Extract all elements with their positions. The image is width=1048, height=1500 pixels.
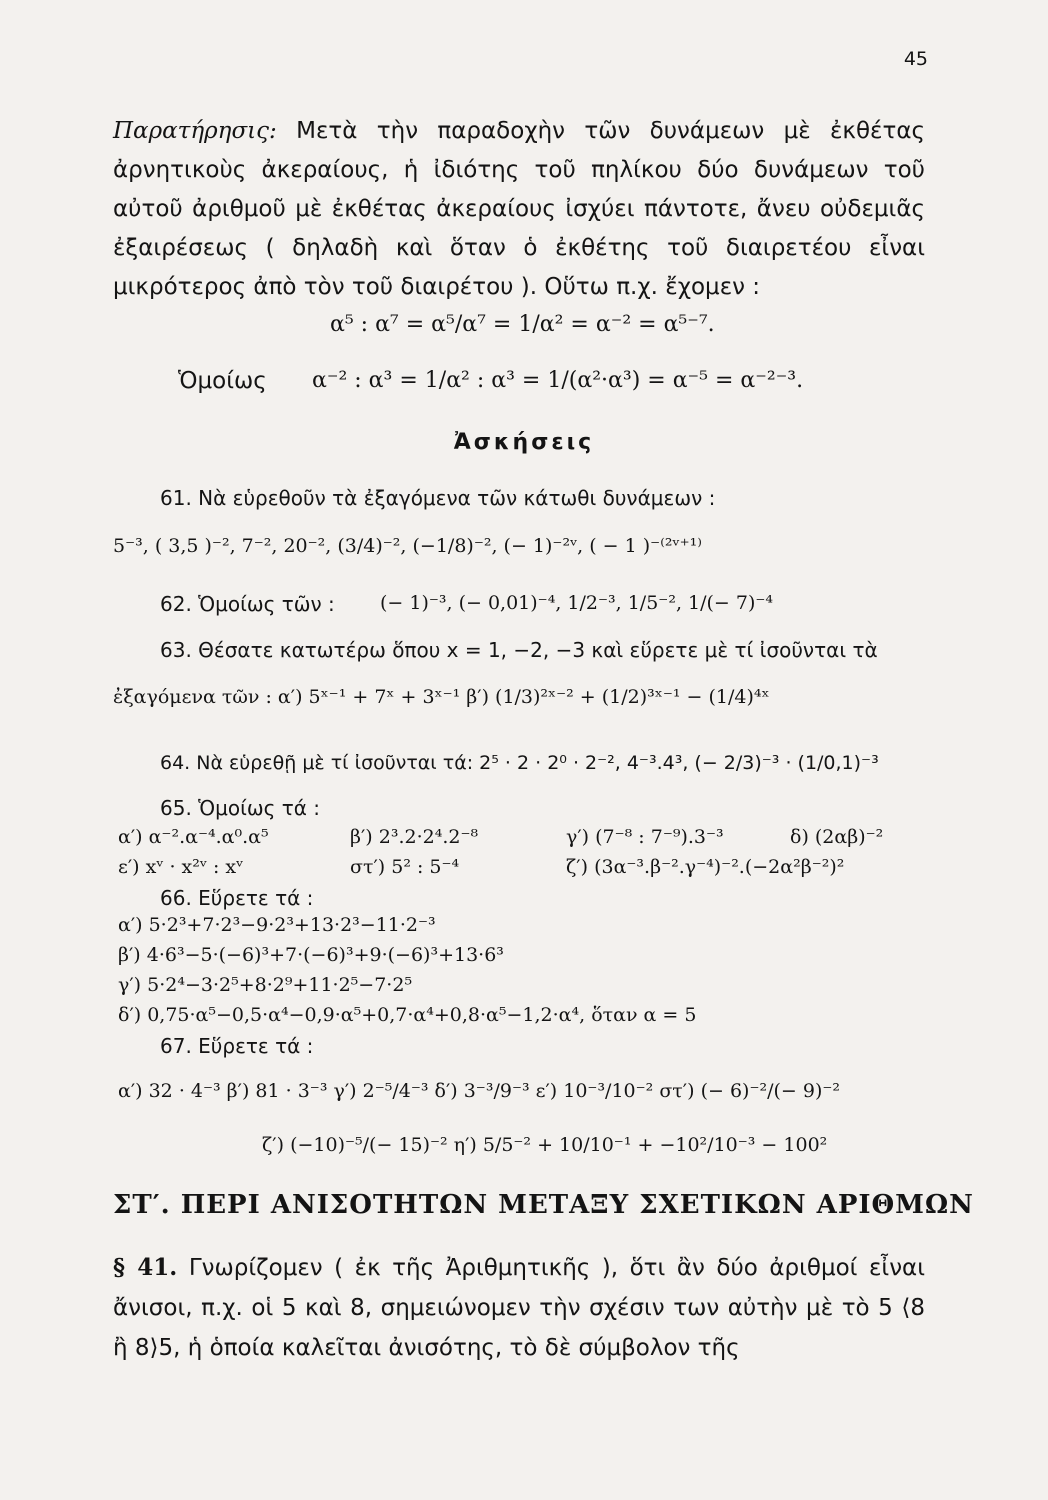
exercise-65-e: ε′) xᵛ · x²ᵛ : xᵛ [118,856,244,878]
exercise-62-expr: (− 1)⁻³, (− 0,01)⁻⁴, 1/2⁻³, 1/5⁻², 1/(− 7)⁻⁴ [380,592,774,614]
remark-paragraph [113,112,925,307]
formula-2-label: Ὁμοίως [178,368,267,394]
remark-text: Μετὰ τὴν παραδοχὴν τῶν δυνάμεων μὲ ἐκθέτας ἀρνητικοὺς ἀκεραίους, ἡ ἰδιότης τοῦ πηλίκου δύο δυνάμεων τοῦ αὐτοῦ ἀριθμοῦ μὲ ἐκθέτας ἀκεραίους ἰσχύει πάντοτε, ἄνευ οὐδεμιᾶς ἐξαιρέσεως ( δηλαδὴ καὶ ὅταν ὁ ἐκθέτης τοῦ διαιρετέου εἶναι μικρότερος ἀπὸ τὸν τοῦ διαιρέτου ). Οὕτω π.χ. ἔχομεν : [113,118,925,300]
section-heading: ΣΤ′. ΠΕΡΙ ΑΝΙΣΟΤΗΤΩΝ ΜΕΤΑΞΥ ΣΧΕΤΙΚΩΝ ΑΡΙΘΜΩΝ [113,1190,974,1220]
formula-2: α⁻² : α³ = 1/α² : α³ = 1/(α²·α³) = α⁻⁵ = α⁻²⁻³. [312,368,804,393]
exercise-61-expr: 5⁻³, ( 3,5 )⁻², 7⁻², 20⁻², (3/4)⁻², (−1/8)⁻², (− 1)⁻²ᵛ, ( − 1 )⁻⁽²ᵛ⁺¹⁾ [113,535,702,557]
exercise-63-text: 63. Θέσατε κατωτέρω ὅπου x = 1, −2, −3 καὶ εὕρετε μὲ τί ἰσοῦνται τὰ [160,638,878,662]
exercise-66-title: 66. Εὕρετε τά : [160,886,314,910]
exercise-67-line-2: ζ′) (−10)⁻⁵/(− 15)⁻² η′) 5/5⁻² + 10/10⁻¹ + −10²/10⁻³ − 100² [262,1134,828,1156]
exercise-66-d: δ′) 0,75·α⁵−0,5·α⁴−0,9·α⁵+0,7·α⁴+0,8·α⁵−1,2·α⁴, ὅταν α = 5 [118,1004,697,1026]
exercises-heading: Ἀσκήσεις [453,430,595,455]
exercise-65-b: β′) 2³.2·2⁴.2⁻⁸ [350,826,479,848]
section-paragraph [113,1248,925,1368]
section-text: Γνωρίζομεν ( ἐκ τῆς Ἀριθμητικῆς ), ὅτι ἂν δύο ἀριθμοί εἶναι ἄνισοι, π.χ. οἱ 5 καὶ 8, σημειώνομεν τὴν σχέσιν των αὐτὴν μὲ τὸ 5 ⟨8 ἢ 8⟩5, ἡ ὁποία καλεῖται ἀνισότης, τὸ δὲ σύμβολον τῆς [113,1255,925,1361]
exercise-65-st: στ′) 5² : 5⁻⁴ [350,856,460,878]
exercise-65-title: 65. Ὁμοίως τά : [160,796,321,820]
formula-1: α⁵ : α⁷ = α⁵/α⁷ = 1/α² = α⁻² = α⁵⁻⁷. [330,312,715,337]
exercise-67-title: 67. Εὕρετε τά : [160,1034,314,1058]
exercise-61-text: 61. Νὰ εὑρεθοῦν τὰ ἐξαγόμενα τῶν κάτωθι δυνάμεων : [160,486,716,510]
exercise-63-expr: ἐξαγόμενα τῶν : α′) 5ˣ⁻¹ + 7ˣ + 3ˣ⁻¹ β′) (1/3)²ˣ⁻² + (1/2)³ˣ⁻¹ − (1/4)⁴ˣ [113,686,770,708]
section-number: § 41. [113,1254,178,1281]
remark-label: Παρατήρησις: [113,118,277,144]
exercise-66-a: α′) 5·2³+7·2³−9·2³+13·2³−11·2⁻³ [118,914,436,936]
exercise-65-d: δ) (2αβ)⁻² [790,826,884,848]
exercise-65-a: α′) α⁻².α⁻⁴.α⁰.α⁵ [118,826,269,848]
exercise-66-g: γ′) 5·2⁴−3·2⁵+8·2⁹+11·2⁵−7·2⁵ [118,974,413,996]
page-number: 45 [903,48,928,70]
exercise-66-b: β′) 4·6³−5·(−6)³+7·(−6)³+9·(−6)³+13·6³ [118,944,504,966]
exercise-65-g: γ′) (7⁻⁸ : 7⁻⁹).3⁻³ [566,826,724,848]
exercise-64: 64. Νὰ εὑρεθῇ μὲ τί ἰσοῦνται τά: 2⁵ · 2 · 2⁰ · 2⁻², 4⁻³.4³, (− 2/3)⁻³ · (1/0,1)⁻³ [160,752,879,774]
exercise-65-z: ζ′) (3α⁻³.β⁻².γ⁻⁴)⁻².(−2α²β⁻²)² [566,856,845,878]
exercise-62-text: 62. Ὁμοίως τῶν : [160,592,335,616]
exercise-67-line-1: α′) 32 · 4⁻³ β′) 81 · 3⁻³ γ′) 2⁻⁵/4⁻³ δ′) 3⁻³/9⁻³ ε′) 10⁻³/10⁻² στ′) (− 6)⁻²/(− 9)⁻² [118,1080,841,1102]
